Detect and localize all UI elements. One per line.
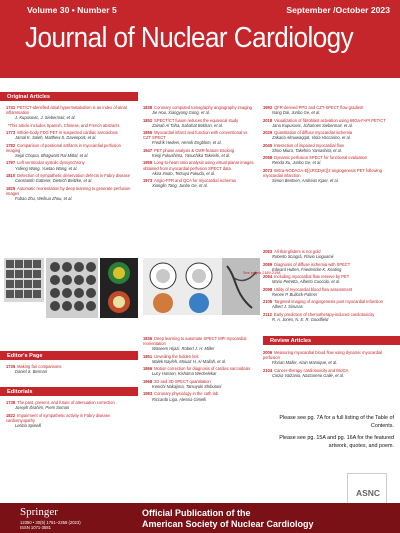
toc-entry bbox=[143, 391, 255, 401]
figure-panel-bullseye bbox=[143, 258, 223, 315]
toc-article-title[interactable]: Quantitation of diffuse myocardial ischemia bbox=[274, 130, 353, 136]
toc-article-title[interactable]: Utility of myocardial blood flow assessment bbox=[274, 286, 353, 292]
toc-page-number: 1836 bbox=[143, 336, 153, 341]
toc-entry bbox=[6, 105, 134, 120]
toc-article-title[interactable]: Automatic reorientation by deep learning to generate perfusion images bbox=[6, 185, 131, 196]
toc-page-number: 1797 bbox=[6, 160, 16, 166]
figure-panel-heart-slices bbox=[46, 258, 98, 318]
toc-authors: Jana Kupusovic, Johannes Siebermair, et al. bbox=[272, 122, 353, 128]
toc-page-number: 2083 bbox=[263, 249, 273, 254]
toc-entry bbox=[6, 413, 134, 428]
toc-authors: R. A. Jones, N. E. R. Goodfield bbox=[272, 316, 329, 322]
toc-entry bbox=[263, 368, 395, 378]
section-header-editorials: Editorials bbox=[0, 387, 138, 396]
toc-authors: Edward Hulten, Friedericke K. Keating bbox=[272, 266, 342, 272]
review-articles-list bbox=[263, 350, 395, 380]
toc-page-number: 1735 bbox=[6, 364, 16, 369]
see-pages-note: See pages 2189-2198 bbox=[243, 271, 281, 275]
toc-authors: Roberto Sciagrà, Flavio Lioguamii bbox=[272, 254, 334, 260]
toc-article-title[interactable]: SPECT/CT fusion reduces the equivocal study bbox=[154, 117, 239, 123]
toc-article-title[interactable]: Coronary computed tomography angiography imaging bbox=[154, 105, 252, 110]
toc-article-title[interactable]: Unveiling the hidden link bbox=[154, 353, 199, 359]
toc-article-title[interactable]: Measuring myocardial blood flow using dynamic myocardial perfusion bbox=[263, 350, 382, 361]
toc-authors: Riccardo Liga, Alessia Gimelli bbox=[152, 396, 206, 402]
toc-page-number: 1973 bbox=[143, 178, 153, 184]
toc-authors: Malek Nayfeh, Mouaz H. Al-Mallah, et al. bbox=[152, 358, 227, 364]
toc-article-title[interactable]: Deep learning to automate SPECT MPI myocardial reorientation bbox=[143, 336, 247, 347]
toc-entry bbox=[263, 274, 395, 284]
toc-page-number: 1773 bbox=[6, 130, 16, 136]
toc-authors: Renee P. Bullock-Palmer bbox=[272, 291, 318, 297]
editors-page-list bbox=[6, 364, 134, 377]
toc-page-number: 2073 bbox=[263, 167, 273, 173]
toc-authors: Constantin Gatterer, Dietrich Beitzke, et al. bbox=[15, 178, 93, 184]
toc-authors: Fredrik Hedeer, Henrik Engblom, et al. bbox=[152, 140, 222, 146]
toc-page-number: 2089 bbox=[263, 261, 273, 267]
toc-authors: Jie Hou, Xiangyang Gong, et al. bbox=[152, 110, 210, 116]
section-header-review-articles: Review Articles bbox=[263, 336, 400, 345]
toc-page-number: 1810 bbox=[6, 172, 16, 178]
journal-title: Journal of Nuclear Cardiology bbox=[25, 22, 354, 54]
toc-column-3b bbox=[263, 249, 395, 324]
toc-entry bbox=[6, 400, 134, 410]
toc-entry bbox=[263, 287, 395, 297]
toc-article-title[interactable]: Coronary physiology in the cath lab bbox=[154, 391, 219, 397]
toc-article-title[interactable]: 68Ga-NODAGA-E[(cRGDyK)]2 angiogenesis PET following myocardial infarction bbox=[263, 167, 382, 178]
toc-entry bbox=[263, 249, 395, 259]
toc-entry bbox=[143, 366, 255, 376]
toc-article-title[interactable]: 2D and 3D SPECT quantitation bbox=[154, 378, 211, 384]
toc-article-title[interactable]: Diagnosis of diffuse ischemia with SPECT bbox=[274, 261, 351, 267]
toc-entry bbox=[6, 173, 134, 183]
toc-entry bbox=[263, 350, 395, 365]
toc-article-title[interactable]: Myocardial infarct and function with conventional vs CZT SPECT bbox=[143, 130, 248, 141]
angiogram-image bbox=[222, 258, 260, 315]
toc-entry bbox=[263, 299, 395, 309]
spect-grid-image bbox=[4, 258, 44, 302]
springer-logo: Springer bbox=[20, 506, 58, 518]
toc-authors: Letizia Spinelli bbox=[15, 422, 42, 428]
toc-page-number: 1866 bbox=[143, 366, 153, 372]
toc-entry bbox=[143, 118, 255, 128]
toc-authors: Joseph Ibrahim, Prem Soman bbox=[15, 405, 70, 411]
toc-entry bbox=[6, 143, 134, 158]
masthead bbox=[0, 0, 400, 78]
toc-page-number: 1738 bbox=[6, 400, 16, 405]
toc-authors: Jamal K. Saleh, Matthew S. Davenport, et al. bbox=[15, 135, 97, 141]
toc-page-number: 2094 bbox=[263, 274, 273, 280]
toc-authors: Mario Petretta, Alberto Cuocolo, et al. bbox=[272, 279, 341, 285]
heart-slices-image bbox=[46, 258, 98, 318]
issue-date: September /October 2023 bbox=[286, 5, 390, 15]
toc-entry bbox=[143, 105, 255, 115]
section-header-original-articles: Original Articles bbox=[0, 92, 138, 101]
toc-entry bbox=[263, 130, 395, 140]
toc-entry bbox=[143, 130, 255, 145]
toc-page-number: 2112 bbox=[263, 311, 272, 317]
toc-authors: Zainab Al Taha, Sabahat Bokhari, et al. bbox=[152, 122, 223, 128]
toc-article-title[interactable]: Long-to-heart ratio analysis using virtual planar images obtained from myocardial perfusion SPECT data bbox=[143, 160, 254, 171]
toc-authors: Daniel S. Berman bbox=[15, 369, 48, 375]
toc-page-number: 1741 bbox=[6, 105, 16, 110]
toc-page-number: 2006 bbox=[263, 350, 273, 355]
figure-panel-polar-map bbox=[100, 258, 138, 318]
asnc-logo-text: ASNC bbox=[355, 488, 381, 498]
toc-page-number: 1947 bbox=[143, 147, 153, 153]
editorials-list bbox=[6, 400, 134, 430]
toc-entry bbox=[143, 336, 255, 351]
toc-article-title[interactable]: Early prediction of chemotherapy-induced cardiotoxicity bbox=[273, 311, 375, 317]
toc-entry bbox=[6, 123, 134, 128]
toc-article-title[interactable]: Impairment of sympathetic activity in Fabry disease cardiomyopathy bbox=[6, 412, 110, 423]
toc-entry bbox=[263, 312, 395, 322]
artwork-note: Please see pg. 15A and pg. 16A for the featured artwork, quotes, and poem. bbox=[279, 435, 394, 449]
figure-panel-spect-grid bbox=[4, 258, 44, 302]
toc-entry bbox=[263, 168, 395, 183]
bullseye-image bbox=[143, 258, 223, 315]
toc-article-title[interactable]: The past, present, and future of attenuation correction bbox=[17, 400, 115, 405]
toc-page-number: 1983 bbox=[143, 391, 153, 397]
toc-article-title[interactable]: PET/CT-identified atrial hypermetabolism is an index of atrial inflammation bbox=[6, 105, 127, 116]
toc-authors: Renda Xu, Junbo Ge, et al. bbox=[272, 160, 322, 166]
toc-entry bbox=[263, 105, 395, 115]
toc-authors: Simon Bentsen, Andreas Kjaer, et al. bbox=[272, 178, 339, 184]
toc-authors: Kenichi Nakajima, Tatsuyuki Shibutani bbox=[152, 383, 222, 389]
toc-authors: Xianglin Tang, Junbo Ge, et al. bbox=[152, 183, 208, 189]
section-header-editors-page: Editor's Page bbox=[0, 351, 138, 360]
toc-article-title[interactable]: Detection of sympathetic denervation defects in Fabry disease bbox=[17, 172, 130, 178]
toc-article-title[interactable]: PET phase analysis & CMR-feature tracking bbox=[154, 147, 235, 153]
toc-page-number: 1855 bbox=[143, 130, 153, 136]
toc-page-number: 1782 bbox=[6, 142, 16, 148]
footer-bar bbox=[0, 503, 400, 533]
toc-authors: Cinzia Valzania, Nazzareno Galiè, et al. bbox=[272, 372, 344, 378]
toc-entry bbox=[263, 143, 395, 153]
toc-entry bbox=[143, 148, 255, 158]
toc-article-title[interactable]: Cancer-therapy cardiotoxicity and MUGA bbox=[274, 367, 349, 373]
toc-authors: Sejal Chopra, Bhagwant Rai Mittal, et al. bbox=[15, 152, 89, 158]
toc-page-number: 1851 bbox=[143, 353, 153, 359]
toc-page-number: 2098 bbox=[263, 286, 273, 292]
toc-entry bbox=[263, 155, 395, 165]
volume-number: Volume 30 • Number 5 bbox=[27, 5, 117, 15]
toc-authors: Lucy Hassen, Kishama Wechelekar bbox=[152, 371, 217, 377]
toc-note: Please see pg. 7A for a full listing of the Table of Contents. bbox=[279, 415, 394, 429]
toc-article-title[interactable]: Including myocardial flow reserve by PET bbox=[274, 274, 350, 280]
toc-column-2 bbox=[143, 105, 255, 191]
toc-authors: Waseem Hijazi, Robert J. H. Miller bbox=[152, 346, 215, 352]
toc-page-number: 2029 bbox=[263, 130, 273, 136]
toc-column-3 bbox=[263, 105, 395, 186]
official-publication: Official Publication of the American Society of Nuclear Cardiology bbox=[142, 508, 314, 529]
toc-article-title[interactable]: Left ventricular systolic dyssynchrony bbox=[17, 160, 85, 166]
toc-entry bbox=[6, 130, 134, 140]
toc-entry bbox=[143, 178, 255, 188]
toc-page-number: 2058 bbox=[263, 155, 273, 161]
toc-authors: Kenji Fukushima, Yasuchika Takeishi, et al. bbox=[152, 152, 231, 158]
toc-article-title[interactable]: Interaction of impaired myocardial flow bbox=[274, 142, 344, 148]
toc-article-title[interactable]: Dynamic perfusion SPECT for functional evaluation bbox=[274, 155, 368, 161]
toc-page-number: 1968 bbox=[143, 378, 153, 384]
toc-page-number: 1825 bbox=[6, 185, 16, 191]
toc-entry bbox=[143, 379, 255, 389]
toc-entry bbox=[6, 186, 134, 201]
toc-entry bbox=[6, 160, 134, 170]
toc-article-title[interactable]: *This article includes Spanish, Chinese, and French abstracts bbox=[8, 122, 120, 128]
toc-authors: Florian Maller, Alain Manrique, et al. bbox=[272, 360, 338, 366]
toc-article-title[interactable]: Motion correction for diagnosis of cardiac sarcoidosis bbox=[154, 366, 251, 372]
toc-article-title[interactable]: QFR-derived PPG and CZT-SPECT flow gradient bbox=[274, 105, 364, 110]
toc-page-number: 2045 bbox=[263, 142, 273, 148]
toc-authors: Yufeng Wang, Yuetao Wang, et al. bbox=[15, 165, 78, 171]
toc-article-title[interactable]: Whole-body FDG PET in suspected cardiac sarcoidosis bbox=[17, 130, 118, 136]
toc-page-number: 2105 bbox=[263, 299, 273, 305]
toc-article-title[interactable]: Angio-FFR and QCA for myocardial ischemia bbox=[154, 178, 236, 184]
toc-authors: Akira Imoto, Tetsuya Fukuda, et al. bbox=[152, 170, 216, 176]
toc-authors: J. Kupusovic, J. Siebermair, et al. bbox=[15, 115, 76, 121]
toc-authors: Shiro Miura, Takehiro Yamashita, et al. bbox=[272, 147, 343, 153]
toc-article-title[interactable]: Comparison of positional artifacts in myocardial perfusion imaging bbox=[6, 142, 121, 153]
toc-page-number: 1838 bbox=[143, 105, 153, 110]
toc-page-number: 1992 bbox=[263, 105, 273, 110]
toc-page-number: 1959 bbox=[143, 160, 153, 166]
toc-column-1 bbox=[6, 105, 134, 203]
toc-page-number: 2104 bbox=[263, 367, 273, 373]
toc-entry bbox=[6, 364, 134, 374]
toc-page-number: 2018 bbox=[263, 117, 273, 123]
toc-entry bbox=[143, 354, 255, 364]
toc-entry bbox=[263, 118, 395, 128]
toc-page-number: 1822 bbox=[6, 412, 16, 418]
toc-article-title[interactable]: All that glisters is not gold bbox=[274, 249, 321, 254]
figure-panel-angiogram bbox=[222, 258, 260, 315]
toc-page-number: 1852 bbox=[143, 117, 153, 123]
toc-entry bbox=[263, 262, 395, 272]
toc-article-title[interactable]: Targeted imaging of angiogenesis post myocardial infarction bbox=[274, 299, 383, 305]
toc-entry bbox=[143, 160, 255, 175]
issn-info: 12350 • 30(5) 1751–2258 (2023) ISSN 1071-3581 bbox=[20, 520, 81, 530]
toc-authors: Fubao Zhu, Weihua Zhou, et al. bbox=[15, 195, 73, 201]
toc-column-2b bbox=[143, 336, 255, 404]
toc-authors: Albert J. Sinusas bbox=[272, 304, 303, 310]
toc-authors: Zakaria Almuwaqqat, Viola Vaccarino, et al. bbox=[272, 135, 351, 141]
polar-map-image bbox=[100, 258, 138, 318]
toc-article-title[interactable]: Visualization of fibroblast activation using 68Ga-FAPI PET/CT bbox=[274, 117, 386, 123]
toc-authors: Nang Dai, Junbo Ge, et al. bbox=[272, 110, 321, 116]
toc-article-title[interactable]: Making fair comparisons bbox=[17, 364, 62, 369]
